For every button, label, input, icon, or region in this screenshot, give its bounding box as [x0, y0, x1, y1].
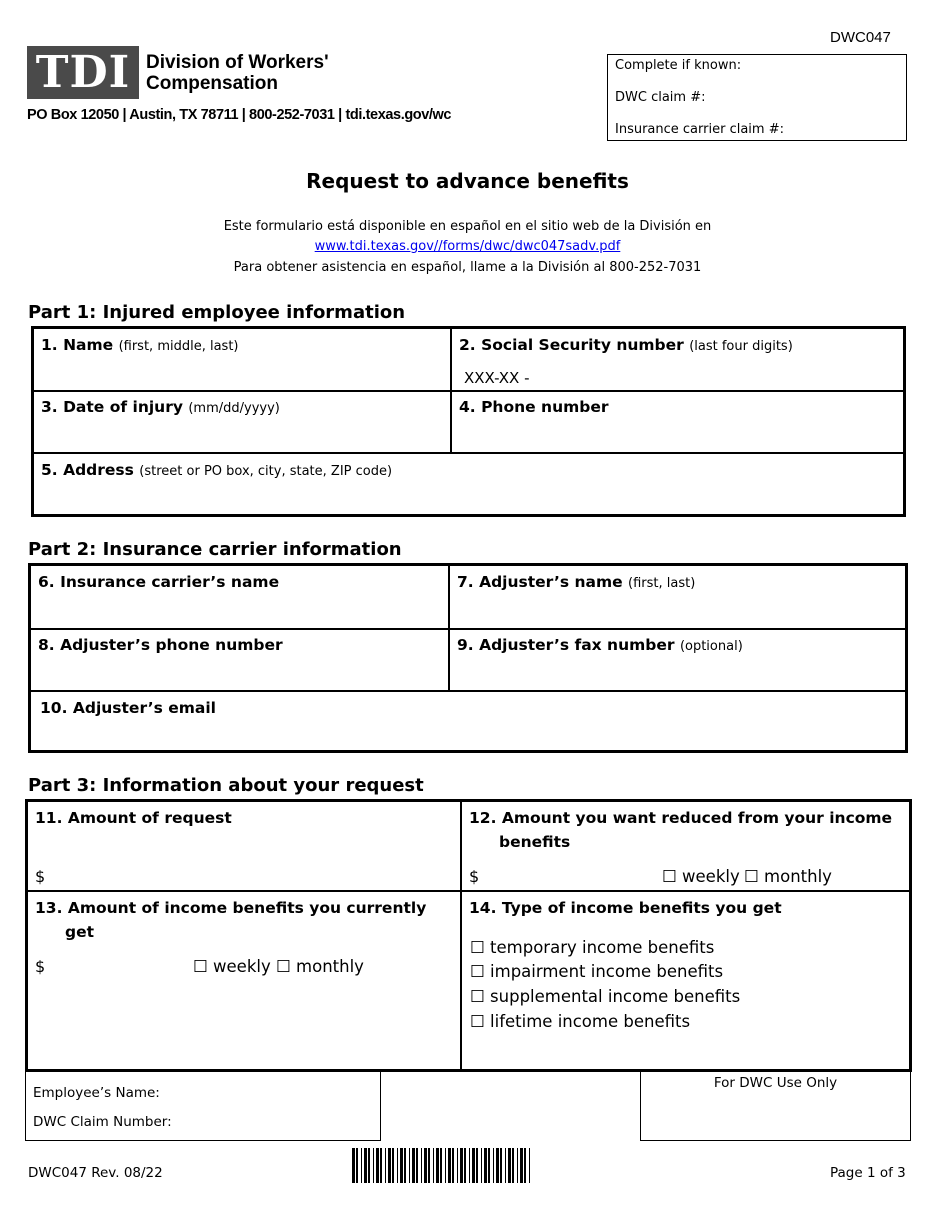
supplemental-benefits-checkbox[interactable]: ☐ supplemental income benefits [470, 987, 741, 1006]
spanish-assistance: Para obtener asistencia en español, llame a la División al 800-252-7031 [233, 260, 702, 275]
page-title: Request to advance benefits [306, 169, 629, 193]
page-number: Page 1 of 3 [830, 1165, 906, 1181]
barcode [352, 1148, 568, 1183]
org-name [146, 52, 329, 94]
ssn-prefix: XXX-XX - [464, 369, 530, 387]
revision-label: DWC047 Rev. 08/22 [28, 1165, 163, 1181]
form-number: DWC047 [830, 29, 891, 46]
monthly-checkbox[interactable]: ☐ monthly [276, 957, 364, 976]
impairment-benefits-checkbox[interactable]: ☐ impairment income benefits [470, 962, 724, 981]
claim-box-heading: Complete if known: [615, 58, 742, 73]
dwc-claim-number-label: DWC Claim Number: [33, 1114, 172, 1130]
adjuster-phone-field[interactable]: 8. Adjuster’s phone number [38, 636, 283, 654]
spanish-note: Este formulario está disponible en español en el sitio web de la División en [223, 219, 712, 234]
address-field[interactable]: 5. Address (street or PO box, city, state, ZIP code) [41, 461, 393, 479]
part2-table [28, 563, 908, 753]
name-field[interactable]: 1. Name (first, middle, last) [41, 336, 239, 354]
part1-heading: Part 1: Injured employee information [28, 302, 406, 323]
weekly-checkbox[interactable]: ☐ weekly [662, 867, 740, 886]
barcode-bar [530, 1148, 532, 1183]
part3-heading: Part 3: Information about your request [28, 775, 424, 796]
lifetime-benefits-checkbox[interactable]: ☐ lifetime income benefits [470, 1012, 691, 1031]
part1-table [31, 326, 906, 517]
ssn-field[interactable]: 2. Social Security number (last four digits) XXX-XX - [459, 336, 793, 387]
address-line: PO Box 12050 | Austin, TX 78711 | 800-252-7031 | tdi.texas.gov/wc [27, 107, 452, 123]
currency-symbol: $ [469, 867, 480, 886]
adjuster-email-field[interactable]: 10. Adjuster’s email [40, 699, 216, 717]
spanish-form-link[interactable]: www.tdi.texas.gov//forms/dwc/dwc047sadv.pdf [314, 239, 621, 254]
date-of-injury-field[interactable]: 3. Date of injury (mm/dd/yyyy) [41, 398, 280, 416]
current-benefits-field[interactable]: 13. Amount of income benefits you currently get $ ☐ weekly ☐ monthly [35, 899, 427, 976]
org-name-line1: Division of Workers' [146, 52, 329, 73]
dwc-use-only-label: For DWC Use Only [713, 1075, 838, 1091]
temporary-benefits-checkbox[interactable]: ☐ temporary income benefits [470, 938, 715, 957]
dwc-use-only-box [640, 1071, 911, 1141]
carrier-name-field[interactable]: 6. Insurance carrier’s name [38, 573, 280, 591]
monthly-checkbox[interactable]: ☐ monthly [744, 867, 832, 886]
weekly-checkbox[interactable]: ☐ weekly [193, 957, 271, 976]
phone-field[interactable]: 4. Phone number [459, 398, 609, 416]
tdi-logo: TDI [27, 46, 139, 99]
part3-table [25, 799, 912, 1072]
amount-request-field[interactable]: 11. Amount of request $ [35, 809, 232, 886]
claim-box [607, 54, 907, 141]
adjuster-name-field[interactable]: 7. Adjuster’s name (first, last) [457, 573, 696, 591]
benefit-type-field: 14. Type of income benefits you get ☐ temporary income benefits ☐ impairment income benefits ☐ supplemental income benefits ☐ lifetime income benefits [469, 899, 782, 1031]
employee-info-box [25, 1071, 381, 1141]
amount-reduced-field[interactable]: 12. Amount you want reduced from your income benefits $ ☐ weekly ☐ monthly [469, 809, 893, 886]
currency-symbol: $ [35, 957, 46, 976]
employee-name-label: Employee’s Name: [33, 1085, 160, 1101]
dwc-claim-field[interactable]: DWC claim #: [615, 90, 706, 105]
carrier-claim-field[interactable]: Insurance carrier claim #: [615, 122, 784, 137]
currency-symbol: $ [35, 867, 46, 886]
part2-heading: Part 2: Insurance carrier information [28, 539, 402, 560]
adjuster-fax-field[interactable]: 9. Adjuster’s fax number (optional) [457, 636, 743, 654]
org-name-line2: Compensation [146, 73, 278, 94]
